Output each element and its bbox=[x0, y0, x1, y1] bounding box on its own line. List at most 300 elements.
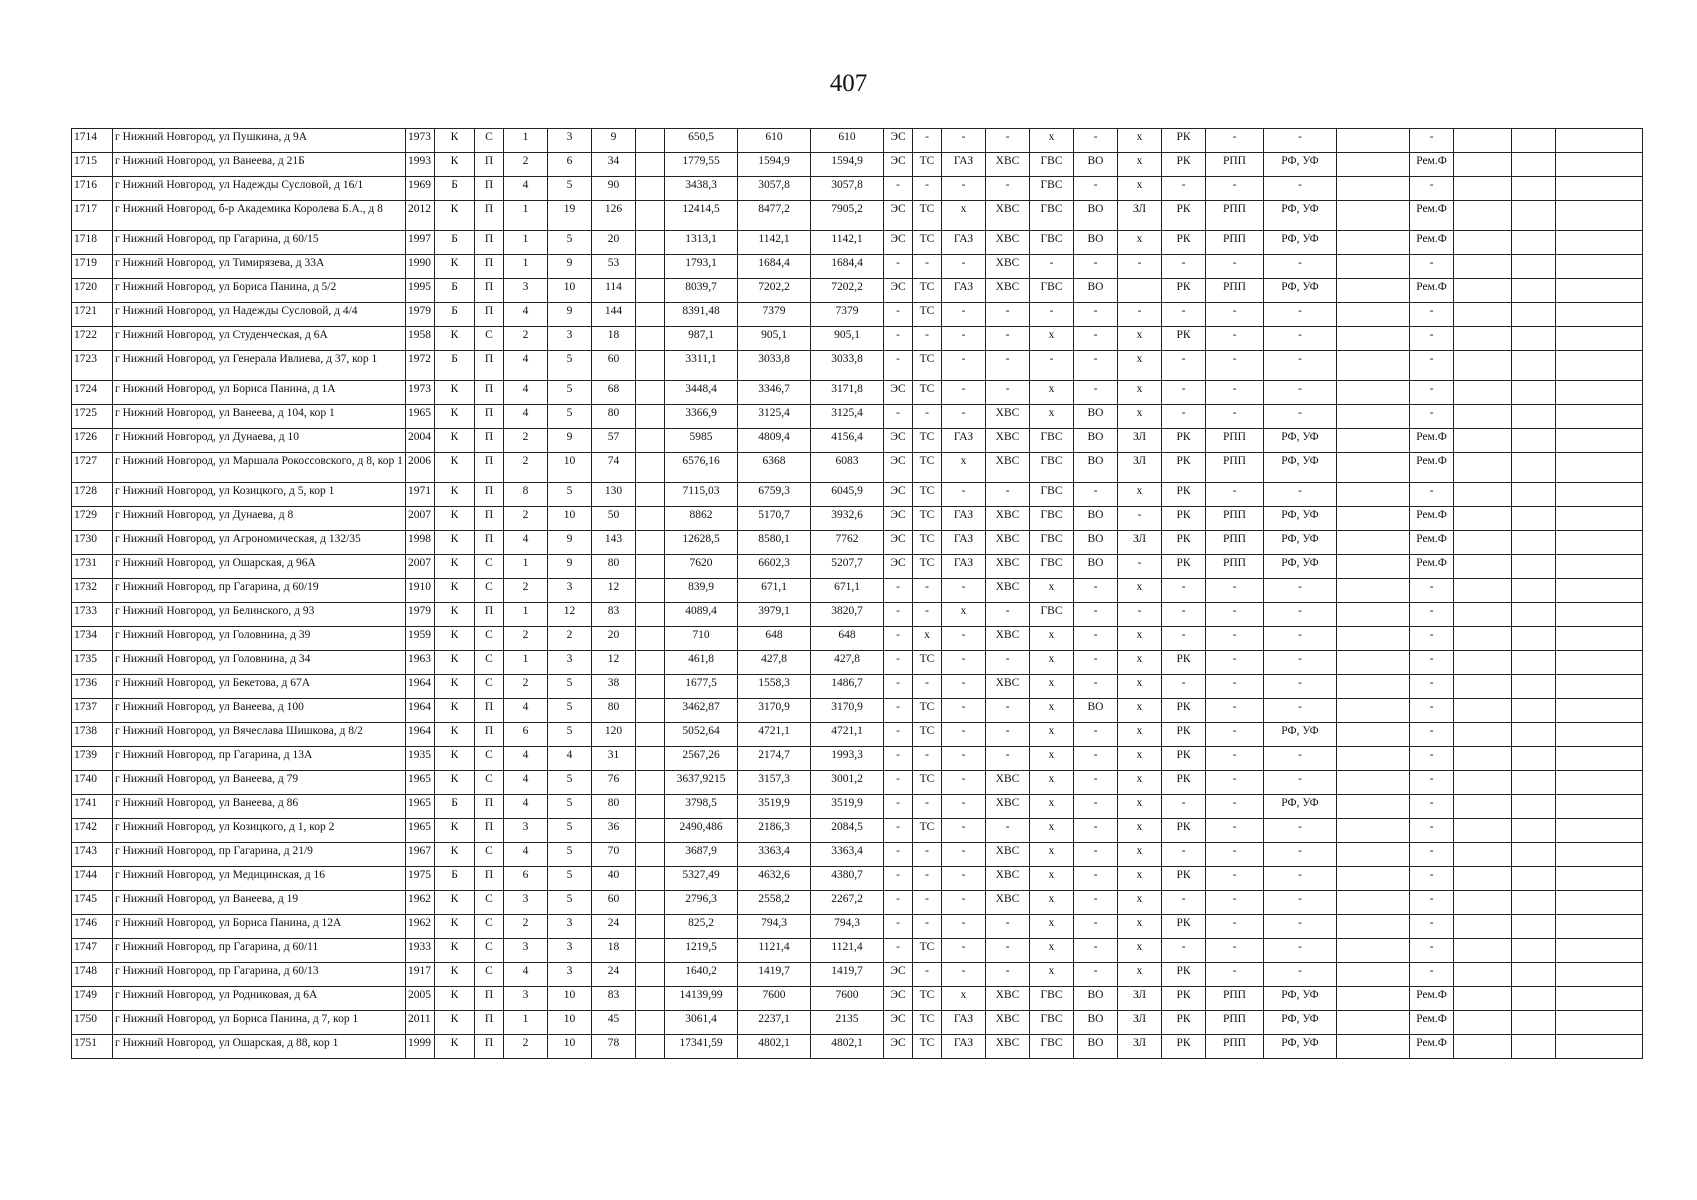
table-row bbox=[72, 351, 1643, 381]
table-cell: - bbox=[986, 963, 1030, 987]
table-cell: 2796,3 bbox=[665, 891, 738, 915]
table-cell: - bbox=[913, 255, 942, 279]
table-cell bbox=[636, 351, 665, 381]
table-cell: РК bbox=[1162, 915, 1206, 939]
row-number-cell: 1736 bbox=[72, 675, 113, 699]
table-cell: - bbox=[1410, 675, 1454, 699]
row-number-cell: 1728 bbox=[72, 483, 113, 507]
table-cell: 427,8 bbox=[738, 651, 811, 675]
address-cell: г Нижний Новгород, ул Головнина, д 39 bbox=[113, 627, 406, 651]
table-cell: - bbox=[1118, 555, 1162, 579]
table-cell: 1779,55 bbox=[665, 153, 738, 177]
table-cell bbox=[1454, 555, 1512, 579]
table-cell: ХВС bbox=[986, 555, 1030, 579]
table-row bbox=[72, 843, 1643, 867]
row-number-cell: 1731 bbox=[72, 555, 113, 579]
table-cell: К bbox=[435, 1035, 475, 1059]
table-row bbox=[72, 891, 1643, 915]
table-cell bbox=[1512, 627, 1556, 651]
table-cell bbox=[1512, 453, 1556, 483]
table-cell: 5 bbox=[548, 891, 592, 915]
table-cell: - bbox=[1206, 483, 1264, 507]
table-cell: ЗЛ bbox=[1118, 1035, 1162, 1059]
table-cell bbox=[636, 303, 665, 327]
table-cell: ГВС bbox=[1030, 201, 1074, 231]
table-cell bbox=[1512, 303, 1556, 327]
table-cell: ЗЛ bbox=[1118, 531, 1162, 555]
row-number-cell: 1743 bbox=[72, 843, 113, 867]
table-cell bbox=[636, 531, 665, 555]
table-cell: РФ, УФ bbox=[1264, 723, 1337, 747]
table-cell: - bbox=[1410, 867, 1454, 891]
table-cell: - bbox=[1264, 381, 1337, 405]
table-cell: 4802,1 bbox=[738, 1035, 811, 1059]
table-cell: - bbox=[1264, 771, 1337, 795]
table-cell bbox=[1337, 627, 1410, 651]
table-cell: - bbox=[884, 177, 913, 201]
table-cell: 7379 bbox=[811, 303, 884, 327]
table-cell: ТС bbox=[913, 429, 942, 453]
table-row bbox=[72, 1011, 1643, 1035]
table-cell: - bbox=[1074, 381, 1118, 405]
table-cell: РК bbox=[1162, 555, 1206, 579]
table-cell: - bbox=[884, 939, 913, 963]
row-number-cell: 1726 bbox=[72, 429, 113, 453]
table-cell: 80 bbox=[592, 555, 636, 579]
table-cell: 8039,7 bbox=[665, 279, 738, 303]
table-cell: 120 bbox=[592, 723, 636, 747]
table-cell: 70 bbox=[592, 843, 636, 867]
table-cell: 6 bbox=[548, 153, 592, 177]
table-cell: - bbox=[1410, 405, 1454, 429]
table-cell: - bbox=[986, 303, 1030, 327]
table-cell: 7202,2 bbox=[738, 279, 811, 303]
table-cell: ГВС bbox=[1030, 483, 1074, 507]
table-cell: С bbox=[475, 747, 504, 771]
table-cell: - bbox=[942, 843, 986, 867]
table-cell: ТС bbox=[913, 453, 942, 483]
table-cell: 60 bbox=[592, 351, 636, 381]
table-cell: РФ, УФ bbox=[1264, 1011, 1337, 1035]
table-cell: ЭС bbox=[884, 531, 913, 555]
table-cell: - bbox=[1264, 177, 1337, 201]
table-cell: 710 bbox=[665, 627, 738, 651]
table-cell bbox=[1337, 891, 1410, 915]
table-cell: 4721,1 bbox=[738, 723, 811, 747]
table-cell bbox=[636, 507, 665, 531]
table-cell: х bbox=[1030, 405, 1074, 429]
table-cell: ЭС bbox=[884, 987, 913, 1011]
table-cell: ВО bbox=[1074, 279, 1118, 303]
table-cell bbox=[1454, 507, 1512, 531]
table-row bbox=[72, 303, 1643, 327]
table-cell: ХВС bbox=[986, 255, 1030, 279]
table-row bbox=[72, 699, 1643, 723]
table-cell: 10 bbox=[548, 987, 592, 1011]
table-cell: - bbox=[1074, 747, 1118, 771]
address-cell: г Нижний Новгород, ул Козицкого, д 5, кор 1 bbox=[113, 483, 406, 507]
table-cell: 1486,7 bbox=[811, 675, 884, 699]
table-cell: С bbox=[475, 675, 504, 699]
table-cell bbox=[1337, 555, 1410, 579]
table-cell: ХВС bbox=[986, 891, 1030, 915]
table-cell: С bbox=[475, 771, 504, 795]
table-cell: х bbox=[1118, 405, 1162, 429]
table-cell bbox=[1337, 405, 1410, 429]
table-cell bbox=[636, 153, 665, 177]
table-cell: 3 bbox=[548, 915, 592, 939]
table-cell bbox=[1512, 1035, 1556, 1059]
table-cell: РФ, УФ bbox=[1264, 987, 1337, 1011]
table-cell: 3346,7 bbox=[738, 381, 811, 405]
table-cell bbox=[1556, 201, 1643, 231]
table-cell: - bbox=[1206, 723, 1264, 747]
table-cell: - bbox=[913, 675, 942, 699]
table-cell: х bbox=[1118, 483, 1162, 507]
address-cell: г Нижний Новгород, ул Ванеева, д 86 bbox=[113, 795, 406, 819]
row-number-cell: 1719 bbox=[72, 255, 113, 279]
table-cell: ХВС bbox=[986, 675, 1030, 699]
table-cell: - bbox=[1074, 963, 1118, 987]
table-cell: 3 bbox=[504, 939, 548, 963]
table-cell: 2237,1 bbox=[738, 1011, 811, 1035]
table-cell bbox=[636, 381, 665, 405]
table-cell: ВО bbox=[1074, 699, 1118, 723]
table-cell: 3366,9 bbox=[665, 405, 738, 429]
table-cell: х bbox=[1030, 795, 1074, 819]
table-cell: ХВС bbox=[986, 507, 1030, 531]
table-cell: 4 bbox=[504, 747, 548, 771]
table-cell bbox=[1337, 963, 1410, 987]
table-cell: 3798,5 bbox=[665, 795, 738, 819]
table-cell: - bbox=[1162, 603, 1206, 627]
address-cell: г Нижний Новгород, пр Гагарина, д 60/11 bbox=[113, 939, 406, 963]
table-cell: 671,1 bbox=[738, 579, 811, 603]
table-cell: - bbox=[1206, 603, 1264, 627]
table-cell: К bbox=[435, 627, 475, 651]
table-cell: 4 bbox=[548, 747, 592, 771]
table-cell: 3 bbox=[504, 987, 548, 1011]
table-cell: - bbox=[1264, 627, 1337, 651]
table-cell: - bbox=[913, 327, 942, 351]
table-cell: 1997 bbox=[406, 231, 435, 255]
table-cell bbox=[636, 201, 665, 231]
table-cell bbox=[1337, 1035, 1410, 1059]
table-cell: - bbox=[1030, 303, 1074, 327]
table-cell: - bbox=[1206, 699, 1264, 723]
table-cell: 3001,2 bbox=[811, 771, 884, 795]
table-cell: - bbox=[913, 405, 942, 429]
table-cell: 1594,9 bbox=[811, 153, 884, 177]
table-cell: РК bbox=[1162, 279, 1206, 303]
table-cell: РПП bbox=[1206, 201, 1264, 231]
table-cell bbox=[1337, 177, 1410, 201]
table-cell: 1965 bbox=[406, 795, 435, 819]
table-cell: 114 bbox=[592, 279, 636, 303]
table-cell bbox=[1512, 819, 1556, 843]
table-row bbox=[72, 819, 1643, 843]
table-cell bbox=[1454, 231, 1512, 255]
table-cell: ЭС bbox=[884, 231, 913, 255]
table-cell: РФ, УФ bbox=[1264, 153, 1337, 177]
address-cell: г Нижний Новгород, ул Бориса Панина, д 5/2 bbox=[113, 279, 406, 303]
table-cell: 10 bbox=[548, 453, 592, 483]
table-cell: х bbox=[1118, 129, 1162, 153]
table-cell bbox=[636, 429, 665, 453]
table-cell bbox=[1556, 177, 1643, 201]
table-cell: 10 bbox=[548, 1011, 592, 1035]
table-cell: - bbox=[1118, 303, 1162, 327]
table-cell: - bbox=[1410, 129, 1454, 153]
table-cell bbox=[1512, 129, 1556, 153]
table-cell: - bbox=[1118, 507, 1162, 531]
table-cell: ВО bbox=[1074, 429, 1118, 453]
table-cell: - bbox=[1162, 627, 1206, 651]
table-cell: РК bbox=[1162, 201, 1206, 231]
table-cell: 610 bbox=[811, 129, 884, 153]
table-cell: ХВС bbox=[986, 405, 1030, 429]
table-cell: ВО bbox=[1074, 201, 1118, 231]
table-cell: 80 bbox=[592, 405, 636, 429]
address-cell: г Нижний Новгород, ул Ошарская, д 96А bbox=[113, 555, 406, 579]
table-cell: 7762 bbox=[811, 531, 884, 555]
table-cell: 5 bbox=[548, 351, 592, 381]
table-cell: Б bbox=[435, 867, 475, 891]
row-number-cell: 1739 bbox=[72, 747, 113, 771]
table-cell: 2011 bbox=[406, 1011, 435, 1035]
table-cell: 3 bbox=[548, 939, 592, 963]
address-cell: г Нижний Новгород, ул Агрономическая, д 132/35 bbox=[113, 531, 406, 555]
table-cell: 2 bbox=[504, 507, 548, 531]
table-cell: 4721,1 bbox=[811, 723, 884, 747]
table-cell: - bbox=[1162, 405, 1206, 429]
table-cell: - bbox=[884, 675, 913, 699]
table-cell: - bbox=[1074, 351, 1118, 381]
table-cell: РК bbox=[1162, 963, 1206, 987]
table-row bbox=[72, 429, 1643, 453]
table-cell: 4380,7 bbox=[811, 867, 884, 891]
table-row bbox=[72, 153, 1643, 177]
table-cell: 3637,9215 bbox=[665, 771, 738, 795]
table-cell: - bbox=[986, 651, 1030, 675]
table-cell: - bbox=[1162, 351, 1206, 381]
table-cell: РФ, УФ bbox=[1264, 231, 1337, 255]
table-cell: 1979 bbox=[406, 603, 435, 627]
table-cell: - bbox=[1206, 255, 1264, 279]
table-cell: х bbox=[1030, 891, 1074, 915]
table-cell: - bbox=[1410, 771, 1454, 795]
table-cell: 2186,3 bbox=[738, 819, 811, 843]
table-cell: ГАЗ bbox=[942, 429, 986, 453]
table-cell: 19 bbox=[548, 201, 592, 231]
table-cell: х bbox=[942, 603, 986, 627]
table-cell: ХВС bbox=[986, 153, 1030, 177]
table-cell bbox=[1337, 129, 1410, 153]
table-cell bbox=[636, 699, 665, 723]
address-cell: г Нижний Новгород, ул Маршала Рокоссовского, д 8, кор 1 bbox=[113, 453, 406, 483]
table-row bbox=[72, 723, 1643, 747]
table-cell: П bbox=[475, 177, 504, 201]
table-cell: 3 bbox=[504, 891, 548, 915]
row-number-cell: 1748 bbox=[72, 963, 113, 987]
table-cell bbox=[1337, 603, 1410, 627]
table-cell: Рем.Ф bbox=[1410, 555, 1454, 579]
table-cell: х bbox=[1118, 867, 1162, 891]
table-cell: 3 bbox=[504, 279, 548, 303]
table-cell: 2 bbox=[504, 327, 548, 351]
table-cell: х bbox=[1118, 819, 1162, 843]
table-cell: 1979 bbox=[406, 303, 435, 327]
row-number-cell: 1749 bbox=[72, 987, 113, 1011]
table-cell: - bbox=[1410, 747, 1454, 771]
table-cell bbox=[1454, 405, 1512, 429]
table-cell: 5 bbox=[548, 675, 592, 699]
table-cell: 1965 bbox=[406, 771, 435, 795]
table-cell: 3979,1 bbox=[738, 603, 811, 627]
table-cell bbox=[636, 963, 665, 987]
table-cell bbox=[1454, 255, 1512, 279]
table-cell: 1959 bbox=[406, 627, 435, 651]
table-cell: 3057,8 bbox=[738, 177, 811, 201]
table-cell bbox=[1337, 747, 1410, 771]
table-cell: - bbox=[1264, 129, 1337, 153]
table-cell: - bbox=[986, 939, 1030, 963]
table-cell bbox=[1556, 867, 1643, 891]
table-cell: П bbox=[475, 1011, 504, 1035]
table-cell: ТС bbox=[913, 531, 942, 555]
table-cell: - bbox=[1162, 177, 1206, 201]
table-cell: 36 bbox=[592, 819, 636, 843]
table-cell: - bbox=[1410, 915, 1454, 939]
table-cell bbox=[1512, 963, 1556, 987]
table-cell bbox=[1337, 867, 1410, 891]
table-cell: 1 bbox=[504, 231, 548, 255]
table-cell: 18 bbox=[592, 327, 636, 351]
table-cell: - bbox=[913, 177, 942, 201]
table-cell: - bbox=[942, 351, 986, 381]
row-number-cell: 1727 bbox=[72, 453, 113, 483]
table-cell: - bbox=[913, 891, 942, 915]
table-cell bbox=[636, 579, 665, 603]
table-cell bbox=[1512, 987, 1556, 1011]
address-cell: г Нижний Новгород, ул Пушкина, д 9А bbox=[113, 129, 406, 153]
table-cell: К bbox=[435, 405, 475, 429]
table-cell: П bbox=[475, 351, 504, 381]
table-cell: - bbox=[1410, 819, 1454, 843]
table-cell: 5 bbox=[548, 843, 592, 867]
row-number-cell: 1746 bbox=[72, 915, 113, 939]
table-cell: 4 bbox=[504, 963, 548, 987]
table-cell: - bbox=[942, 381, 986, 405]
table-cell: 1594,9 bbox=[738, 153, 811, 177]
table-cell bbox=[1454, 201, 1512, 231]
table-cell: х bbox=[1118, 723, 1162, 747]
address-cell: г Нижний Новгород, б-р Академика Королева Б.А., д 8 bbox=[113, 201, 406, 231]
row-number-cell: 1737 bbox=[72, 699, 113, 723]
table-cell: - bbox=[1074, 303, 1118, 327]
table-cell bbox=[1512, 153, 1556, 177]
table-cell bbox=[1454, 531, 1512, 555]
table-cell: 1965 bbox=[406, 819, 435, 843]
table-cell: Рем.Ф bbox=[1410, 231, 1454, 255]
table-cell: 3519,9 bbox=[811, 795, 884, 819]
table-cell bbox=[1454, 579, 1512, 603]
table-cell: 6576,16 bbox=[665, 453, 738, 483]
table-cell: 427,8 bbox=[811, 651, 884, 675]
table-cell: х bbox=[942, 201, 986, 231]
table-cell: - bbox=[1030, 351, 1074, 381]
table-cell bbox=[1454, 723, 1512, 747]
table-cell: ГАЗ bbox=[942, 1011, 986, 1035]
table-cell: 1964 bbox=[406, 699, 435, 723]
row-number-cell: 1716 bbox=[72, 177, 113, 201]
table-cell: К bbox=[435, 915, 475, 939]
table-cell: - bbox=[1074, 327, 1118, 351]
table-cell bbox=[1556, 129, 1643, 153]
table-cell: РК bbox=[1162, 531, 1206, 555]
table-cell: ГАЗ bbox=[942, 279, 986, 303]
table-cell: 2004 bbox=[406, 429, 435, 453]
table-cell: - bbox=[1206, 675, 1264, 699]
table-cell: П bbox=[475, 429, 504, 453]
table-cell: 1963 bbox=[406, 651, 435, 675]
table-cell: 1965 bbox=[406, 405, 435, 429]
address-cell: г Нижний Новгород, ул Бориса Панина, д 12А bbox=[113, 915, 406, 939]
table-cell bbox=[1556, 675, 1643, 699]
table-cell bbox=[636, 723, 665, 747]
table-cell: РК bbox=[1162, 819, 1206, 843]
table-cell: - bbox=[884, 603, 913, 627]
table-cell: 80 bbox=[592, 795, 636, 819]
table-cell: Рем.Ф bbox=[1410, 429, 1454, 453]
table-cell: ХВС bbox=[986, 231, 1030, 255]
table-cell: х bbox=[1030, 699, 1074, 723]
table-cell bbox=[1337, 723, 1410, 747]
table-cell: 3 bbox=[548, 579, 592, 603]
table-cell bbox=[636, 1035, 665, 1059]
table-cell: 4 bbox=[504, 699, 548, 723]
table-cell: 7905,2 bbox=[811, 201, 884, 231]
table-cell: ГВС bbox=[1030, 153, 1074, 177]
table-cell: 1 bbox=[504, 201, 548, 231]
table-cell bbox=[1512, 177, 1556, 201]
table-cell: П bbox=[475, 1035, 504, 1059]
table-cell bbox=[1512, 555, 1556, 579]
table-cell bbox=[1337, 483, 1410, 507]
table-cell: 4 bbox=[504, 795, 548, 819]
table-cell: ВО bbox=[1074, 153, 1118, 177]
table-cell: - bbox=[1118, 603, 1162, 627]
table-cell: 3 bbox=[548, 327, 592, 351]
table-cell: 1962 bbox=[406, 891, 435, 915]
table-row bbox=[72, 405, 1643, 429]
table-cell bbox=[1556, 915, 1643, 939]
table-cell: х bbox=[1030, 963, 1074, 987]
table-cell: - bbox=[1264, 483, 1337, 507]
table-cell: Рем.Ф bbox=[1410, 279, 1454, 303]
table-cell: С bbox=[475, 651, 504, 675]
address-cell: г Нижний Новгород, ул Вячеслава Шишкова, д 8/2 bbox=[113, 723, 406, 747]
table-cell: С bbox=[475, 939, 504, 963]
table-cell: К bbox=[435, 963, 475, 987]
table-cell bbox=[1337, 327, 1410, 351]
table-cell: - bbox=[1410, 351, 1454, 381]
table-cell: П bbox=[475, 303, 504, 327]
table-row bbox=[72, 867, 1643, 891]
table-cell: РПП bbox=[1206, 279, 1264, 303]
table-cell: П bbox=[475, 531, 504, 555]
table-cell bbox=[1512, 579, 1556, 603]
